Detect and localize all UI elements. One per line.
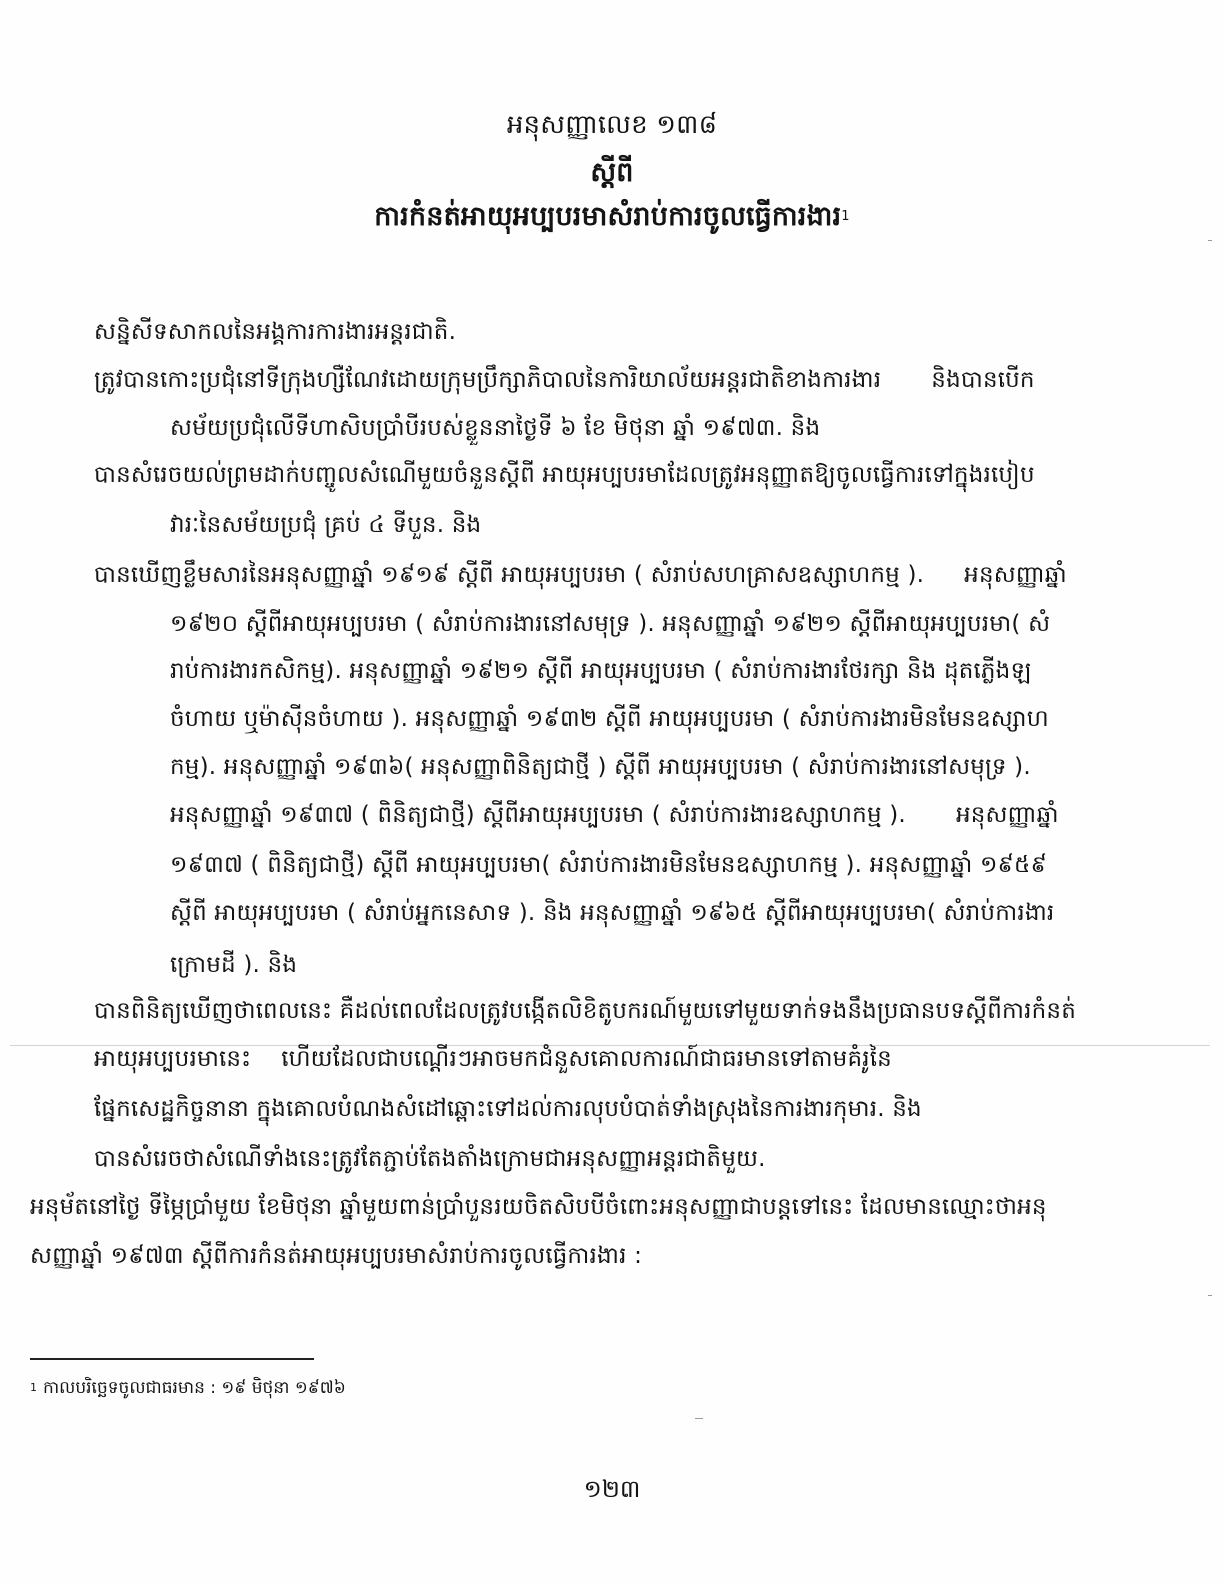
paragraph-line-segment: និងបានបើក — [931, 367, 1035, 393]
convention-heading — [0, 202, 1224, 232]
scan-speck — [1208, 240, 1212, 241]
scan-speck — [1208, 1295, 1212, 1296]
paragraph-line: ១៩៣៧ ( ពិនិត្យជាថ្មី) ស្តីពី អាយុអប្បបរមា( សំរាប់ការងារមិនមែនឧស្សាហកម្ម ). អនុសញ្ញាឆ្នាំ ១៩៥៩ — [170, 852, 1048, 878]
paragraph-line-segment: អនុសញ្ញាឆ្នាំ ១៩៣៧ ( ពិនិត្យជាថ្មី) ស្តីពីអាយុអប្បបរមា ( សំរាប់ការងារឧស្សាហកម្ម ). — [170, 802, 906, 828]
paragraph-line — [94, 1044, 892, 1074]
paragraph-line: សញ្ញាឆ្នាំ ១៩៧៣ ស្តីពីការកំនត់អាយុអប្បបរមាសំរាប់ការចូលធ្វើការងារ : — [30, 1243, 643, 1269]
heading-footnote-mark: 1 — [841, 209, 850, 224]
paragraph-line: ផ្នែកសេដ្ឋកិច្ចនានា ក្នុងគោលបំណងសំដៅឆ្ពោះទៅដល់ការលុបបំបាត់ទាំងស្រុងនៃការងារកុមារ. និង — [94, 1096, 922, 1122]
paragraph-line: វារៈនៃសម័យប្រជុំ គ្រប់ ៤ ទីបួន. និង — [170, 512, 482, 538]
convention-subtitle: ស្តីពី — [590, 157, 634, 188]
paragraph-line: បានសំរេចថាសំណើទាំងនេះត្រូវតែភ្ជាប់តែងតាំងក្រោមជាអនុសញ្ញាអន្តរជាតិមួយ. — [94, 1146, 766, 1172]
paragraph-line: រាប់ការងារកសិកម្ម). អនុសញ្ញាឆ្នាំ ១៩២១ ស្តីពី អាយុអប្បបរមា ( សំរាប់ការងារថែរក្សា និង ដុតភ្លើងឡ — [170, 658, 1032, 684]
paragraph-line: ១៩២០ ស្តីពីអាយុអប្បបរមា ( សំរាប់ការងារនៅសមុទ្រ ). អនុសញ្ញាឆ្នាំ ១៩២១ ស្តីពីអាយុអប្បបរមា( សំ — [170, 611, 1051, 637]
paragraph-line — [94, 365, 1035, 395]
paragraph-line-segment: ត្រូវបានកោះប្រជុំនៅទីក្រុងហ្សឺណែវដោយក្រុមប្រឹក្សាភិបាលនៃការិយាល័យអន្តរជាតិខាងការងារ — [94, 367, 882, 393]
paragraph-line: ស្តីពី អាយុអប្បបរមា ( សំរាប់អ្នកនេសាទ ). និង អនុសញ្ញាឆ្នាំ ១៩៦៥ ស្តីពីអាយុអប្បបរមា( សំរាប់ការងារ — [170, 900, 1055, 926]
paragraph-line: ក្រោមដី ). និង — [170, 952, 298, 978]
page-number: ១២៣ — [583, 1475, 641, 1503]
paragraph-line: បានពិនិត្យឃើញថាពេលនេះ គឺដល់ពេលដែលត្រូវបង្កើតលិខិតូបករណ៍មួយទៅមួយទាក់ទងនឹងប្រធានបទស្តីពីការកំនត់ — [94, 998, 1077, 1024]
paragraph-line: សម័យប្រជុំលើទីហាសិបប្រាំបីរបស់ខ្លួននាថ្ងៃទី ៦ ខែ មិថុនា ឆ្នាំ ១៩៧៣. និង — [170, 415, 821, 441]
paragraph-line-segment: ហើយដែលជាបណ្តើរៗអាចមកជំនួសគោលការណ៍ជាធរមានទៅតាមគំរូនៃ — [281, 1046, 892, 1072]
paragraph-line-segment: អនុសញ្ញាឆ្នាំ — [964, 562, 1067, 588]
paragraph-line — [170, 800, 1059, 830]
paragraph-line-segment: អនុសញ្ញាឆ្នាំ — [955, 802, 1059, 828]
footnote — [30, 1376, 346, 1400]
convention-heading-text: ការកំនត់អាយុអប្បបរមាសំរាប់ការចូលធ្វើការងារ — [374, 201, 842, 232]
paragraph-line: កម្ម). អនុសញ្ញាឆ្នាំ ១៩៣៦( អនុសញ្ញាពិនិត្យជាថ្មី ) ស្តីពី អាយុអប្បបរមា ( សំរាប់ការងារនៅសមុទ្រ ). — [170, 754, 1031, 780]
scan-speck — [695, 1418, 703, 1419]
footnote-mark: 1 — [30, 1381, 37, 1394]
paragraph-line-segment: បានឃើញខ្លឹមសារនៃអនុសញ្ញាឆ្នាំ ១៩១៩ ស្តីពី អាយុអប្បបរមា ( សំរាប់សហគ្រាសឧស្សាហកម្ម ). — [94, 562, 925, 588]
paragraph-line: បានសំរេចយល់ព្រមដាក់បញ្ចូលសំណើមួយចំនួនស្តីពី អាយុអប្បបរមាដែលត្រូវអនុញ្ញាតឱ្យចូលធ្វើការទៅក្នុងរបៀប — [94, 462, 1035, 488]
paragraph-line: សន្និសីទសាកលនៃអង្គការការងារអន្តរជាតិ. — [94, 319, 457, 345]
paragraph-line: អនុម័តនៅថ្ងៃ ទីម្ភៃប្រាំមួយ ខែមិថុនា ឆ្នាំមួយពាន់ប្រាំបួនរយចិតសិបបីចំពោះអនុសញ្ញាជាបន្តទៅនេះ ដែលមានឈ្មោះថាអនុ — [30, 1194, 1047, 1220]
footnote-divider — [30, 1358, 314, 1360]
footnote-text: កាលបរិច្ឆេទចូលជាធរមាន : ១៩ មិថុនា ១៩៧៦ — [43, 1378, 346, 1398]
paragraph-line — [94, 560, 1067, 590]
convention-title: អនុសញ្ញាលេខ ១៣៨ — [506, 110, 718, 140]
paragraph-line: ចំហាយ ឬម៉ាស៊ីនចំហាយ ). អនុសញ្ញាឆ្នាំ ១៩៣២ ស្តីពី អាយុអប្បបរមា ( សំរាប់ការងារមិនមែនឧស្សាហ — [170, 706, 1049, 732]
paragraph-line-segment: អាយុអប្បបរមានេះ — [94, 1046, 252, 1072]
